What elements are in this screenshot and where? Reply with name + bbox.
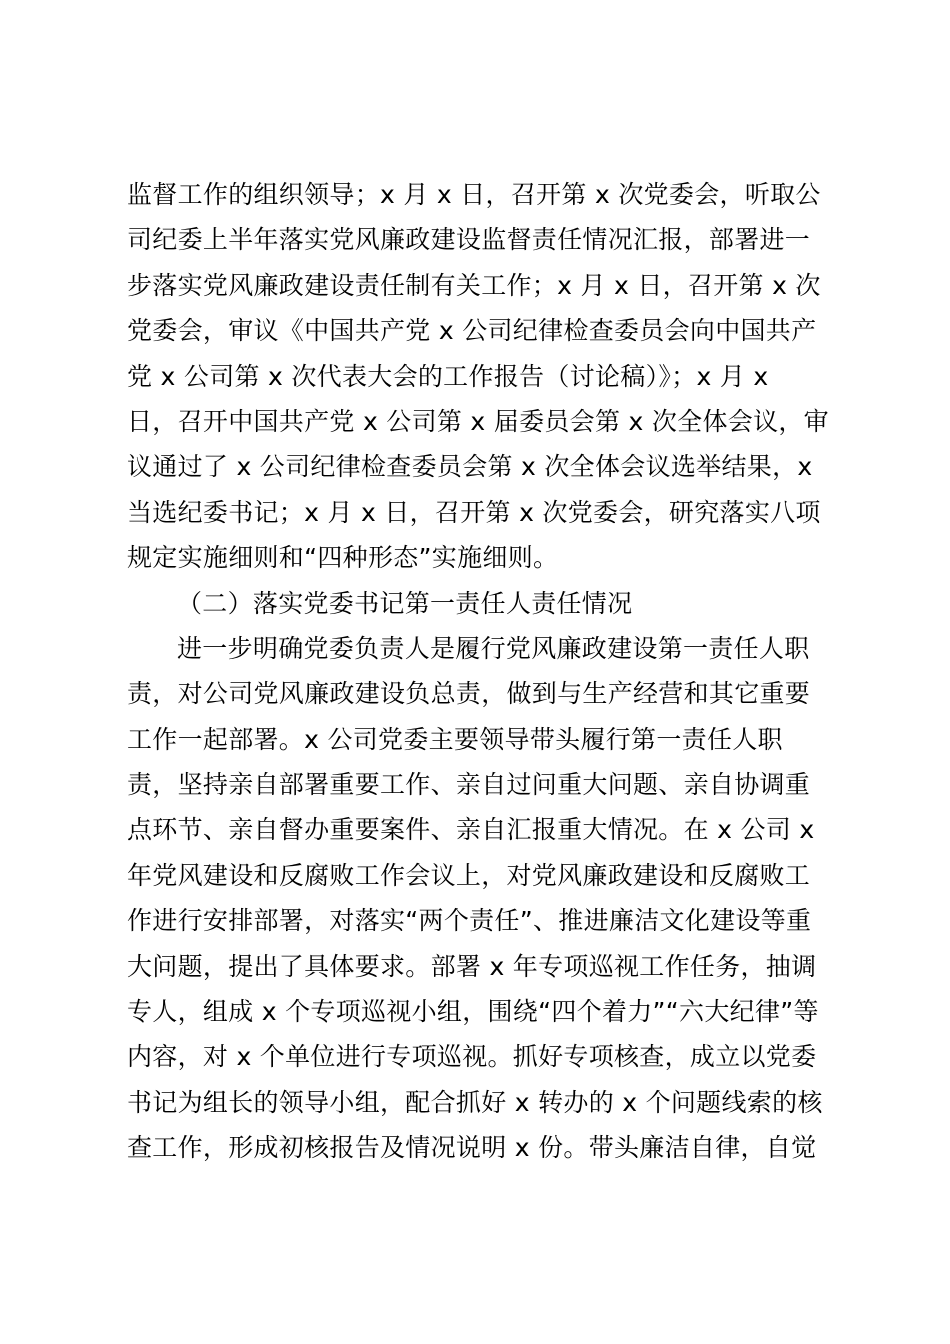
body-line: 党委会，审议《中国共产党 x 公司纪律检查委员会向中国共产 — [127, 316, 817, 346]
body-line: 司纪委上半年落实党风廉政建设监督责任情况汇报，部署进一 — [127, 225, 811, 255]
body-line: 监督工作的组织领导；x 月 x 日，召开第 x 次党委会，听取公 — [127, 180, 821, 209]
body-line: 责，对公司党风廉政建设负总责，做到与生产经营和其它重要 — [127, 679, 811, 709]
body-line: 党 x 公司第 x 次代表大会的工作报告（讨论稿）》；x 月 x — [127, 361, 769, 391]
body-line: 书记为组长的领导小组，配合抓好 x 转办的 x 个问题线索的核 — [127, 1087, 823, 1117]
body-line: 议通过了 x 公司纪律检查委员会第 x 次全体会议选举结果，x — [127, 452, 813, 482]
body-line: 查工作，形成初核报告及情况说明 x 份。带头廉洁自律，自觉 — [127, 1133, 817, 1163]
body-line: 点环节、亲自督办重要案件、亲自汇报重大情况。在 x 公司 x — [127, 815, 815, 845]
body-line: 年党风建设和反腐败工作会议上，对党风廉政建设和反腐败工 — [127, 860, 811, 890]
body-line: 责，坚持亲自部署重要工作、亲自过问重大问题、亲自协调重 — [127, 770, 811, 800]
body-line: 工作一起部署。x 公司党委主要领导带头履行第一责任人职 — [127, 724, 783, 754]
body-line: 步落实党风廉政建设责任制有关工作；x 月 x 日，召开第 x 次 — [127, 270, 821, 300]
body-line: 进一步明确党委负责人是履行党风廉政建设第一责任人职 — [177, 633, 810, 663]
document-body — [127, 172, 827, 1171]
body-line: 作进行安排部署，对落实“两个责任”、推进廉洁文化建设等重 — [127, 906, 812, 936]
body-line: 当选纪委书记；x 月 x 日，召开第 x 次党委会，研究落实八项 — [127, 497, 821, 527]
section-heading: （二）落实党委书记第一责任人责任情况 — [177, 588, 633, 618]
body-line: 大问题，提出了具体要求。部署 x 年专项巡视工作任务，抽调 — [127, 951, 817, 981]
body-line: 规定实施细则和“四种形态”实施细则。 — [127, 543, 559, 573]
body-line: 专人，组成 x 个专项巡视小组，围绕“四个着力”“六大纪律”等 — [127, 997, 819, 1027]
body-line: 日，召开中国共产党 x 公司第 x 届委员会第 x 次全体会议，审 — [127, 406, 829, 436]
body-line: 内容，对 x 个单位进行专项巡视。抓好专项核查，成立以党委 — [127, 1042, 817, 1072]
